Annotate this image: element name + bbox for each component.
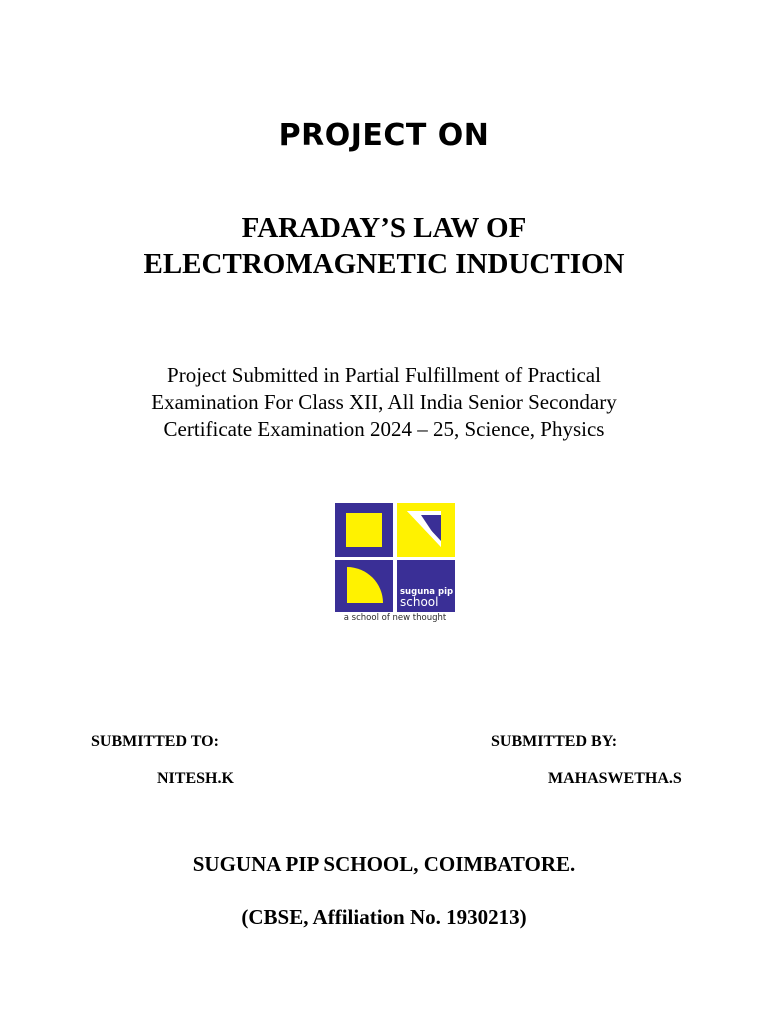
school-logo [335,503,457,628]
project-heading: PROJECT ON [278,118,490,153]
submission-statement-line-2: Examination For Class XII, All India Senior Secondary [151,390,617,414]
submitted-to-name: NITESH.K [157,770,234,787]
submitted-to-label: SUBMITTED TO: [91,733,219,750]
school-name: SUGUNA PIP SCHOOL, COIMBATORE. [192,852,576,876]
submitted-by-label: SUBMITTED BY: [491,733,618,750]
submission-statement-line-1: Project Submitted in Partial Fulfillment of Practical [167,363,601,387]
submitted-by-name: MAHASWETHA.S [548,770,682,787]
logo-brand-line-1: suguna pip [400,587,454,597]
affiliation-number: (CBSE, Affiliation No. 1930213) [241,905,527,929]
submission-statement [0,362,768,443]
logo-yellow-square [346,513,382,547]
project-title [0,210,768,282]
project-title-line-1: FARADAY’S LAW OF [241,212,527,244]
submission-statement-line-3: Certificate Examination 2024 – 25, Science, Physics [163,417,605,441]
project-title-line-2: ELECTROMAGNETIC INDUCTION [143,248,625,280]
logo-tagline: a school of new thought [343,613,447,623]
logo-brand-line-2: school [400,595,439,609]
